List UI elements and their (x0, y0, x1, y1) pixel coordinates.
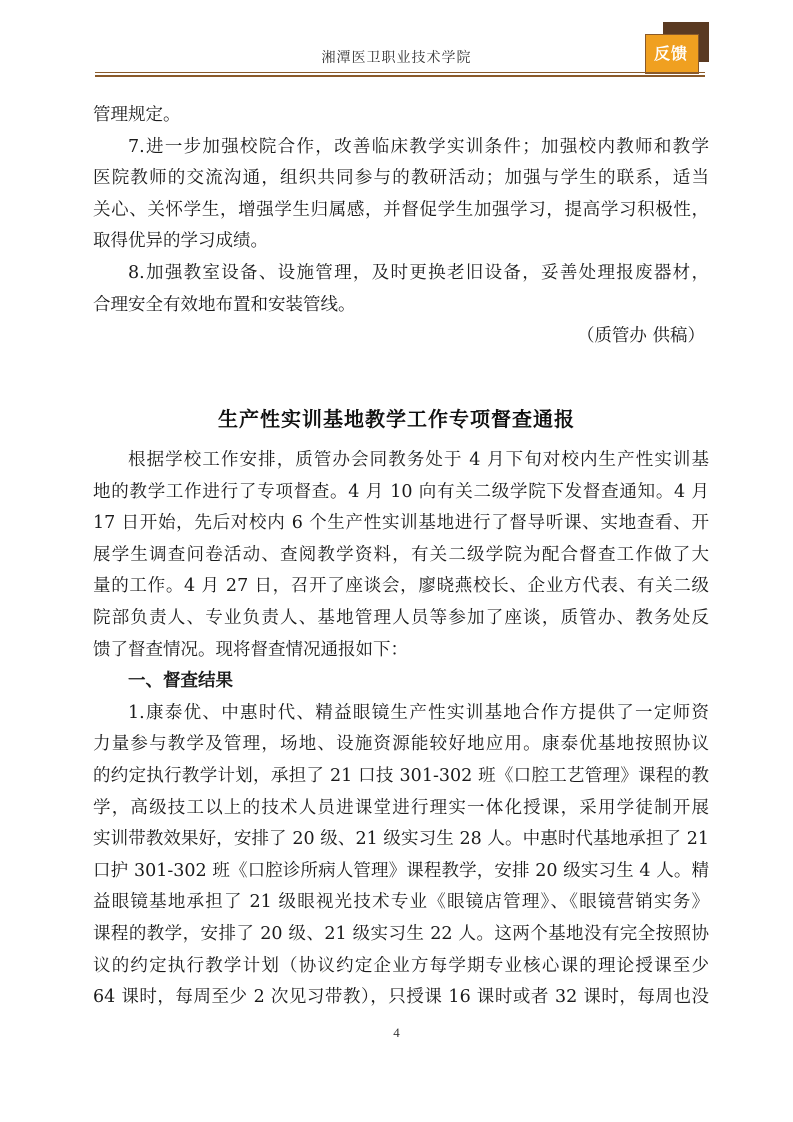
paragraph-line: 馈了督查情况。现将督查情况通报如下： (93, 639, 408, 660)
header-rule (95, 72, 705, 73)
paragraph-line: 益眼镜基地承担了 21 级眼视光技术专业《眼镜店管理》、《眼镜营销实务》 (93, 892, 709, 913)
section-heading: 一、督查结果 (128, 671, 233, 692)
prev-section (93, 100, 709, 353)
feedback-logo (645, 22, 709, 74)
article-body (93, 445, 709, 1014)
logo-text: 反馈 (653, 44, 688, 63)
paragraph-line: 量的工作。4 月 27 日，召开了座谈会，廖晓燕校长、企业方代表、有关二级 (93, 576, 709, 597)
paragraph-line: 地的教学工作进行了专项督查。4 月 10 向有关二级学院下发督查通知。4 月 (93, 481, 709, 502)
paragraph-line: 课程的教学，安排了 20 级、21 级实习生 22 人。这两个基地没有完全按照协 (93, 923, 709, 944)
header-title: 湘潭医卫职业技术学院 (321, 50, 472, 66)
paragraph-line: 根据学校工作安排，质管办会同教务处于 4 月下旬对校内生产性实训基 (128, 450, 709, 470)
paragraph-line: 学，高级技工以上的技术人员进课堂进行理实一体化授课，采用学徒制开展 (93, 797, 709, 818)
paragraph-line: 取得优异的学习成绩。 (93, 231, 268, 252)
header-rule-thick (95, 75, 705, 77)
page-number: 4 (393, 1025, 400, 1040)
paragraph-line: 管理规定。 (93, 105, 181, 125)
paragraph-line: 合理安全有效地布置和安装管线。 (93, 294, 356, 315)
article-title: 生产性实训基地教学工作专项督查通报 (218, 407, 575, 431)
paragraph-line: 64 课时，每周至少 2 次见习带教），只授课 16 课时或者 32 课时，每周也没 (93, 987, 709, 1008)
paragraph-line: 医院教师的交流沟通，组织共同参与的教研活动；加强与学生的联系，适当 (93, 168, 709, 189)
paragraph-line: 力量参与教学及管理，场地、设施资源能较好地应用。康泰优基地按照协议 (93, 734, 709, 755)
paragraph-line: 议的约定执行教学计划（协议约定企业方每学期专业核心课的理论授课至少 (93, 955, 709, 976)
paragraph-line: 院部负责人、专业负责人、基地管理人员等参加了座谈，质管办、教务处反 (93, 607, 709, 628)
paragraph-line: 实训带教效果好，安排了 20 级、21 级实习生 28 人。中惠时代基地承担了 21 (93, 829, 709, 850)
paragraph-line: 7.进一步加强校院合作，改善临床教学实训条件；加强校内教师和教学 (128, 136, 709, 157)
paragraph-line: 关心、关怀学生，增强学生归属感，并督促学生加强学习，提高学习积极性， (93, 199, 709, 220)
paragraph-line: 口护 301-302 班《口腔诊所病人管理》课程教学，安排 20 级实习生 4 人。精 (93, 860, 709, 881)
paragraph-line: 17 日开始，先后对校内 6 个生产性实训基地进行了督导听课、实地查看、开 (93, 513, 709, 534)
paragraph-line: 展学生调查问卷活动、查阅教学资料，有关二级学院为配合督查工作做了大 (93, 544, 709, 565)
paragraph-line: 1.康泰优、中惠时代、精益眼镜生产性实训基地合作方提供了一定师资 (128, 702, 709, 723)
paragraph-line: 8.加强教室设备、设施管理，及时更换老旧设备，妥善处理报废器材， (128, 262, 709, 283)
signature: （质管办 供稿） (576, 326, 705, 347)
paragraph-line: 的约定执行教学计划，承担了 21 口技 301-302 班《口腔工艺管理》课程的教 (93, 765, 709, 786)
